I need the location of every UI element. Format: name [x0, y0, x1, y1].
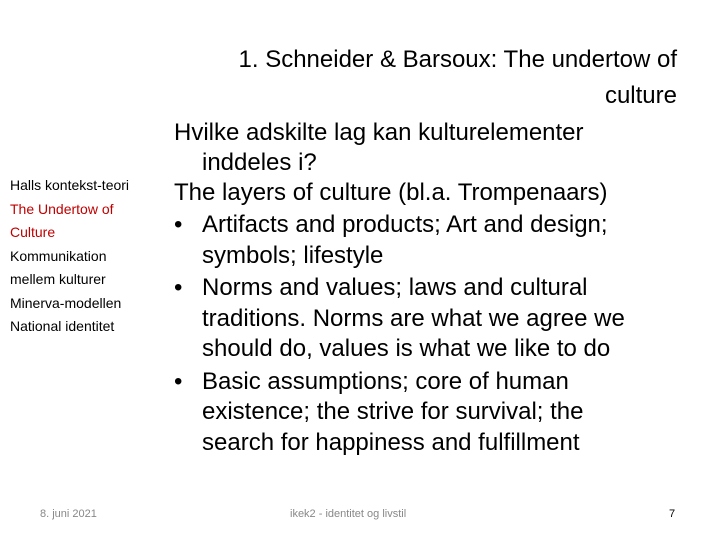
- bullet-line: existence; the strive for survival; the: [202, 398, 584, 425]
- sidebar-item-minerva[interactable]: Minerva-modellen: [10, 294, 122, 311]
- bullet-line: should do, values is what we like to do: [202, 335, 611, 362]
- question-line: inddeles i?: [202, 149, 317, 176]
- page-number: 7: [669, 508, 676, 520]
- slide-title-line2: culture: [604, 82, 677, 109]
- question-line: Hvilke adskilte lag kan kulturelementer: [174, 119, 584, 146]
- bullet-item: [174, 367, 694, 459]
- sidebar-item-kommunikation[interactable]: Kommunikation: [10, 247, 107, 264]
- bullet-line: symbols; lifestyle: [202, 241, 384, 269]
- footer-date: 8. juni 2021: [40, 508, 97, 520]
- sidebar-nav: [10, 174, 160, 339]
- bullet-item: [174, 210, 694, 271]
- sidebar-item-undertow[interactable]: The Undertow of: [10, 200, 114, 217]
- bullet-marker: •: [174, 274, 183, 301]
- layers-heading: [174, 178, 694, 208]
- bullet-line: Basic assumptions; core of human: [202, 367, 569, 395]
- footer-course: ikek2 - identitet og livstil: [290, 508, 407, 520]
- sidebar-item-national-identitet[interactable]: National identitet: [10, 318, 115, 334]
- layers-heading-text: The layers of culture (bl.a. Trompenaars): [174, 179, 608, 206]
- sidebar-item-halls[interactable]: Halls kontekst-teori: [10, 177, 130, 193]
- bullet-line: Artifacts and products; Art and design;: [202, 211, 608, 238]
- slide-body: [174, 118, 694, 458]
- bullet-line: search for happiness and fulfillment: [202, 428, 580, 456]
- bullet-marker: •: [174, 211, 183, 238]
- question-paragraph: [174, 118, 694, 178]
- bullet-line: traditions. Norms are what we agree we: [202, 304, 625, 332]
- bullet-line: Norms and values; laws and cultural: [202, 274, 588, 301]
- sidebar-item-mellem-kulturer[interactable]: mellem kulturer: [10, 271, 106, 287]
- slide-title: [165, 42, 677, 114]
- bullet-marker: •: [174, 367, 183, 395]
- slide-title-line1: 1. Schneider & Barsoux: The undertow of: [238, 46, 677, 73]
- sidebar-item-culture[interactable]: Culture: [10, 224, 56, 240]
- bullet-item: [174, 273, 694, 365]
